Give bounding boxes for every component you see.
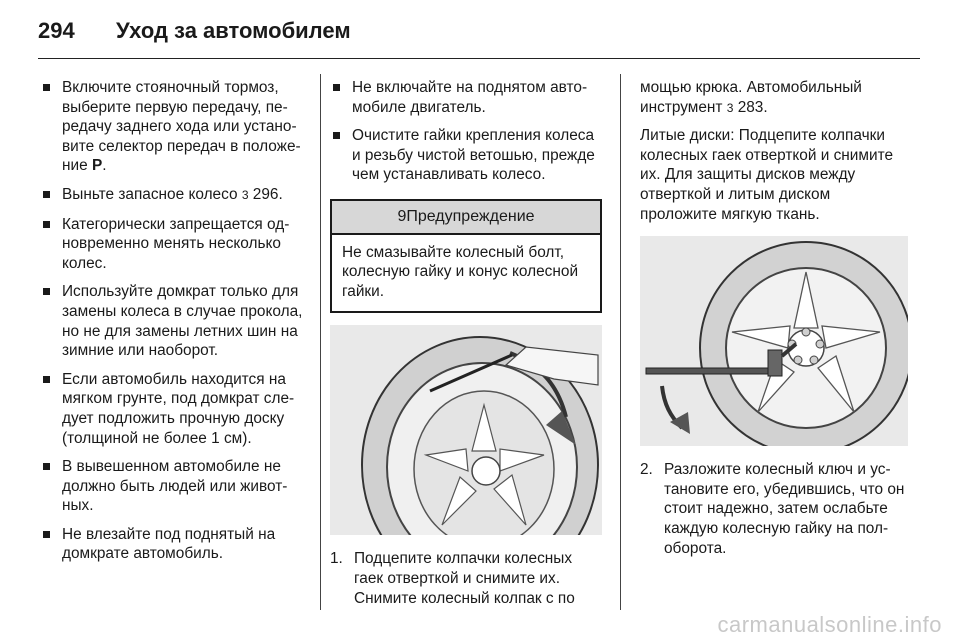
page-ref-arrow-icon: 3 <box>726 100 734 115</box>
watermark: carmanualsonline.info <box>717 612 942 637</box>
column-divider-2 <box>620 74 621 610</box>
column-3 <box>640 78 908 558</box>
step-2: 2. Разложите колесный ключ и установите его, убедившись, что он стоит надежно, затем ослабьте каждую колесную гайку на пол-оборота. <box>640 461 905 557</box>
warning-triangle-icon: 9 <box>397 207 407 225</box>
column-2 <box>330 78 602 608</box>
list-item: Не влезайте под поднятый на домкрате автомобиль. <box>40 525 308 564</box>
steps-list-cont <box>640 460 908 558</box>
page-title: Уход за автомобилем <box>116 18 351 43</box>
list-item: Используйте домкрат только для замены колеса в случае прокола, но не для замены летних шин на зимние или наоборот. <box>40 282 308 360</box>
list-item: Если автомобиль находится на мягком грунте, под домкрат следует подложить прочную доску (толщиной не более 1 см). <box>40 370 308 448</box>
figure-wheel-wrench <box>640 236 908 446</box>
column-1 <box>40 78 308 573</box>
list-item: В вывешенном автомобиле не должно быть людей или животных. <box>40 457 308 516</box>
header-rule <box>38 58 920 59</box>
step-1-continued: мощью крюка. Автомобильный инструмент 3 283. <box>640 79 862 116</box>
figure-hubcap-removal <box>330 325 602 535</box>
warning-body: Не смазывайте колесный болт, колесную гайку и конус колесной гайки. <box>342 243 579 300</box>
safety-bullets-cont <box>330 78 602 185</box>
column-divider-1 <box>320 74 321 610</box>
steps-list <box>330 549 602 608</box>
page-number: 294 <box>38 18 75 43</box>
page-ref: 283. <box>737 98 768 116</box>
warning-box <box>330 199 602 313</box>
list-item: Очистите гайки крепления колеса и резьбу чистой ветошью, прежде чем устанавливать колесо. <box>330 126 602 185</box>
list-item: Не включайте на поднятом автомобиле двигатель. <box>330 78 602 117</box>
page-header <box>38 12 918 50</box>
page-ref: 296. <box>252 185 283 203</box>
step-1: 1. Подцепите колпачки колесных гаек отверткой и снимите их. Снимите колесный колпак с по <box>330 550 575 607</box>
page-ref-arrow-icon: 3 <box>241 187 249 202</box>
safety-bullets <box>40 78 308 564</box>
list-item: Выньте запасное колесо 3 296. <box>40 185 308 206</box>
gear-position: P <box>91 157 103 175</box>
list-item: Категорически запрещается одновременно менять несколько колес. <box>40 215 308 274</box>
warning-title: 9Предупреждение <box>332 201 600 235</box>
list-item: Включите стояночный тормоз, выберите первую передачу, передачу заднего хода или установите селектор передач в положение P. <box>40 78 308 176</box>
alloy-wheels-note: Литые диски: Подцепите колпачки колесных гаек отверткой и снимите их. Для защиты дисков между отверткой и литым диском проложите мягкую ткань. <box>640 127 894 223</box>
